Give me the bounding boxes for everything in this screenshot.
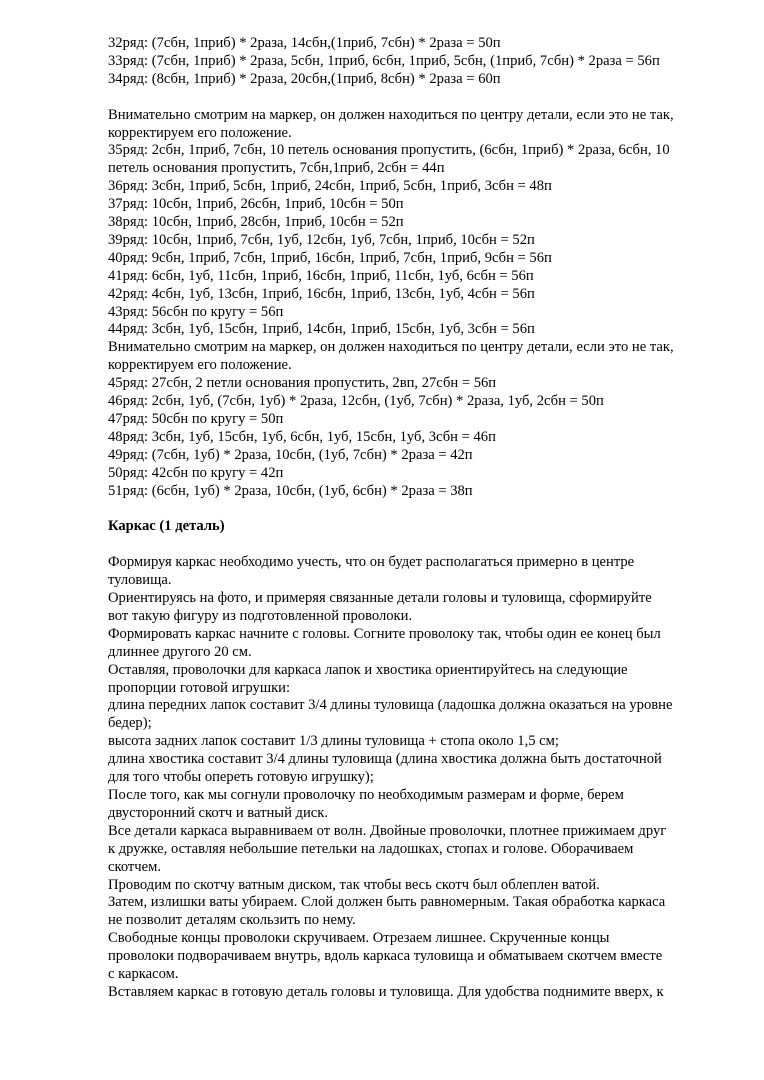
frame-text-line: к дружке, оставляя небольшие петельки на ладошках, стопах и голове. Оборачиваем bbox=[108, 840, 634, 857]
frame-text-line: Затем, излишки ваты убираем. Слой должен быть равномерным. Такая обработка каркаса bbox=[108, 894, 666, 911]
frame-text-line: Вставляем каркас в готовую деталь головы и туловища. Для удобства поднимите вверх, к bbox=[108, 983, 664, 1000]
frame-text-line: Все детали каркаса выравниваем от волн. Двойные проволочки, плотнее прижимаем друг bbox=[108, 822, 667, 839]
frame-text-line: Формируя каркас необходимо учесть, что он будет располагаться примерно в центре bbox=[108, 554, 635, 571]
frame-text-line: для того чтобы опереть готовую игрушку); bbox=[108, 769, 374, 786]
frame-text-line: длина передних лапок составит 3/4 длины туловища (ладошка должна оказаться на уровне bbox=[108, 697, 673, 714]
row-36: 36ряд: 3сбн, 1приб, 5сбн, 1приб, 24сбн, 1приб, 5сбн, 1приб, 3сбн = 48п bbox=[108, 178, 552, 195]
frame-text-line: скотчем. bbox=[108, 858, 162, 875]
row-35-line-1: 35ряд: 2сбн, 1приб, 7сбн, 10 петель основания пропустить, (6сбн, 1приб) * 2раза, 6сбн, 10 bbox=[108, 142, 670, 159]
row-39: 39ряд: 10сбн, 1приб, 7сбн, 1уб, 12сбн, 1уб, 7сбн, 1приб, 10сбн = 52п bbox=[108, 231, 535, 248]
frame-text-line: Ориентируясь на фото, и примеряя связанные детали головы и туловища, сформируйте bbox=[108, 590, 652, 607]
frame-text-line: длиннее другого 20 см. bbox=[108, 643, 252, 660]
row-42: 42ряд: 4сбн, 1уб, 13сбн, 1приб, 16сбн, 1приб, 13сбн, 1уб, 4сбн = 56п bbox=[108, 285, 535, 302]
marker-note-1-line-2: корректируем его положение. bbox=[108, 124, 292, 141]
frame-text-line: Формировать каркас начните с головы. Согните проволоку так, чтобы один ее конец был bbox=[108, 625, 661, 642]
row-41: 41ряд: 6сбн, 1уб, 11сбн, 1приб, 16сбн, 1приб, 11сбн, 1уб, 6сбн = 56п bbox=[108, 267, 534, 284]
frame-text-line: вот такую фигуру из подготовленной проволоки. bbox=[108, 607, 413, 624]
row-40: 40ряд: 9сбн, 1приб, 7сбн, 1приб, 16сбн, 1приб, 7сбн, 1приб, 9сбн = 56п bbox=[108, 249, 552, 266]
row-45: 45ряд: 27сбн, 2 петли основания пропустить, 2вп, 27сбн = 56п bbox=[108, 375, 497, 392]
frame-text-line: Оставляя, проволочки для каркаса лапок и хвостика ориентируйтесь на следующие bbox=[108, 661, 628, 678]
frame-text-line: пропорции готовой игрушки: bbox=[108, 679, 291, 696]
row-51: 51ряд: (6сбн, 1уб) * 2раза, 10сбн, (1уб, 6сбн) * 2раза = 38п bbox=[108, 482, 473, 499]
paragraph-gap bbox=[108, 89, 718, 107]
frame-text-line: проволоки подворачиваем внутрь, вдоль каркаса туловища и обматываем скотчем вместе bbox=[108, 948, 663, 965]
row-33: 33ряд: (7сбн, 1приб) * 2раза, 5сбн, 1приб, 6сбн, 1приб, 5сбн, (1приб, 7сбн) * 2раза = 56п bbox=[108, 52, 660, 69]
frame-text-line: бедер); bbox=[108, 715, 152, 732]
row-46: 46ряд: 2сбн, 1уб, (7сбн, 1уб) * 2раза, 12сбн, (1уб, 7сбн) * 2раза, 1уб, 2сбн = 50п bbox=[108, 393, 604, 410]
frame-text-line: Проводим по скотчу ватным диском, так чтобы весь скотч был облеплен ватой. bbox=[108, 876, 600, 893]
row-37: 37ряд: 10сбн, 1приб, 26сбн, 1приб, 10сбн = 50п bbox=[108, 196, 404, 213]
row-35-line-2: петель основания пропустить, 7сбн,1приб, 2сбн = 44п bbox=[108, 160, 445, 177]
marker-note-2-line-1: Внимательно смотрим на маркер, он должен находиться по центру детали, если это не так, bbox=[108, 339, 674, 356]
frame-text-line: с каркасом. bbox=[108, 966, 179, 983]
marker-note-1-line-1: Внимательно смотрим на маркер, он должен находиться по центру детали, если это не так, bbox=[108, 106, 674, 123]
row-44: 44ряд: 3сбн, 1уб, 15сбн, 1приб, 14сбн, 1приб, 15сбн, 1уб, 3сбн = 56п bbox=[108, 321, 535, 338]
section-heading-frame: Каркас (1 деталь) bbox=[108, 518, 225, 535]
frame-text-line: двусторонний скотч и ватный диск. bbox=[108, 804, 329, 821]
row-38: 38ряд: 10сбн, 1приб, 28сбн, 1приб, 10сбн = 52п bbox=[108, 214, 404, 231]
row-43: 43ряд: 56сбн по кругу = 56п bbox=[108, 303, 284, 320]
row-34: 34ряд: (8сбн, 1приб) * 2раза, 20сбн,(1приб, 8сбн) * 2раза = 60п bbox=[108, 70, 501, 87]
frame-text-line: не позволит деталям скользить по нему. bbox=[108, 912, 356, 929]
frame-text-line: туловища. bbox=[108, 572, 172, 589]
document-page bbox=[108, 35, 718, 1002]
paragraph-gap bbox=[108, 536, 718, 554]
marker-note-2-line-2: корректируем его положение. bbox=[108, 357, 292, 374]
row-50: 50ряд: 42сбн по кругу = 42п bbox=[108, 464, 284, 481]
frame-text-line: Свободные концы проволоки скручиваем. Отрезаем лишнее. Скрученные концы bbox=[108, 930, 610, 947]
frame-text-line: После того, как мы согнули проволочку по необходимым размерам и форме, берем bbox=[108, 787, 624, 804]
row-49: 49ряд: (7сбн, 1уб) * 2раза, 10сбн, (1уб, 7сбн) * 2раза = 42п bbox=[108, 446, 473, 463]
frame-text-line: длина хвостика составит 3/4 длины туловища (длина хвостика должна быть достаточной bbox=[108, 751, 662, 768]
frame-text-line: высота задних лапок составит 1/3 длины туловища + стопа около 1,5 см; bbox=[108, 733, 559, 750]
row-32: 32ряд: (7сбн, 1приб) * 2раза, 14сбн,(1приб, 7сбн) * 2раза = 50п bbox=[108, 35, 501, 51]
paragraph-gap bbox=[108, 501, 718, 519]
row-47: 47ряд: 50сбн по кругу = 50п bbox=[108, 411, 284, 428]
row-48: 48ряд: 3сбн, 1уб, 15сбн, 1уб, 6сбн, 1уб, 15сбн, 1уб, 3сбн = 46п bbox=[108, 428, 496, 445]
